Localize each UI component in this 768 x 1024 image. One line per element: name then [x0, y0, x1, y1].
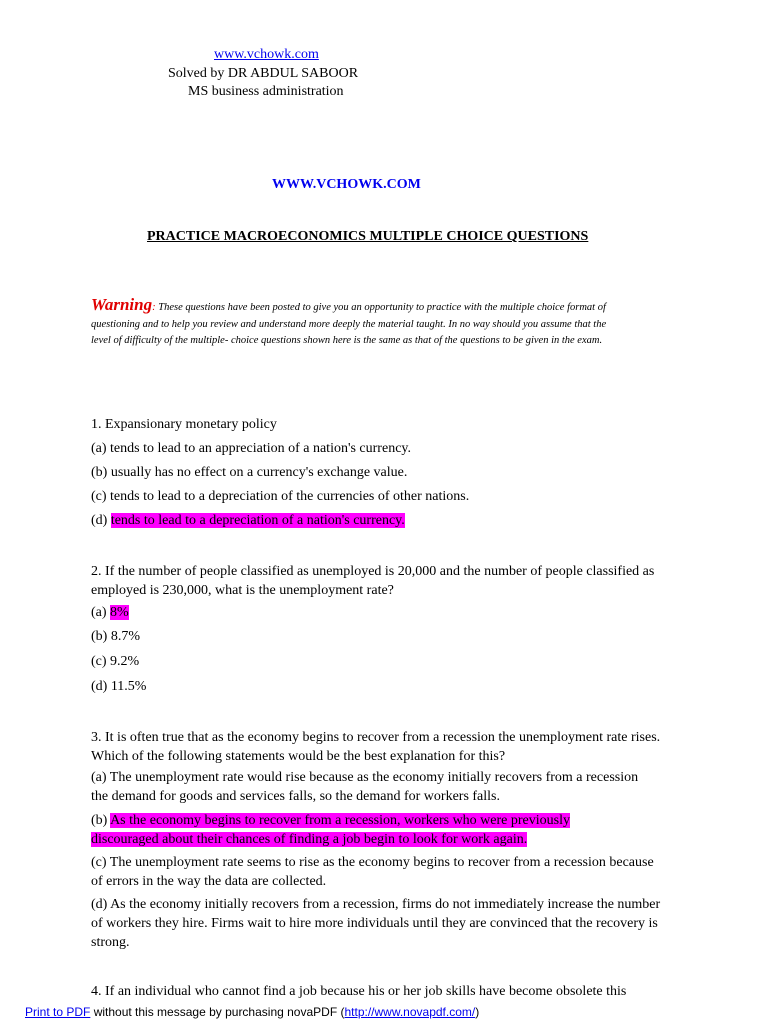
question-1-stem: 1. Expansionary monetary policy [91, 417, 277, 432]
question-3-option-a: (a) The unemployment rate would rise because as the economy initially recovers from a recession the demand for goods and services falls, so the demand for workers falls. [91, 770, 639, 804]
question-3-stem: 3. It is often true that as the economy begins to recover from a recession the unemployment rate rises. Which of the following statements would be the best explanation for this? [91, 730, 661, 764]
highlighted-answer: 8% [110, 605, 129, 620]
highlighted-answer: As the economy begins to recover from a recession, workers who were previously discouraged about their chances of finding a job begin to look for work again. [91, 813, 570, 847]
footer-message: without this message by purchasing novaPDF ( [90, 1005, 345, 1019]
novapdf-url-link[interactable]: http://www.novapdf.com/ [344, 1005, 476, 1019]
highlighted-answer: tends to lead to a depreciation of a nation's currency. [110, 513, 405, 528]
page-title: PRACTICE MACROECONOMICS MULTIPLE CHOICE QUESTIONS [147, 229, 589, 244]
header-link[interactable]: www.vchowk.com [214, 47, 319, 62]
solved-by: Solved by DR ABDUL SABOOR [168, 66, 359, 81]
question-1-option-c: (c) tends to lead to a depreciation of the currencies of other nations. [91, 489, 470, 504]
question-3-option-b: (b) As the economy begins to recover from a recession, workers who were previously discouraged about their chances of finding a job begin to look for work again. [91, 813, 570, 847]
degree: MS business administration [188, 84, 344, 99]
question-2-option-b: (b) 8.7% [91, 629, 140, 644]
question-2-stem: 2. If the number of people classified as unemployed is 20,000 and the number of people classified as employed is 230,000, what is the unemployment rate? [91, 564, 655, 598]
question-2-option-d: (d) 11.5% [91, 679, 147, 694]
footer-bar [0, 1000, 768, 1024]
question-1-option-d: (d) tends to lead to a depreciation of a nation's currency. [91, 513, 405, 528]
question-3-option-d: (d) As the economy initially recovers from a recession, firms do not immediately increase the number of workers they hire. Firms wait to hire more individuals until they are convinced that the recovery is strong. [91, 897, 661, 950]
site-heading[interactable]: WWW.VCHOWK.COM [272, 177, 421, 192]
question-1-option-a: (a) tends to lead to an appreciation of a nation's currency. [91, 441, 411, 456]
footer-close: ) [475, 1005, 480, 1019]
warning-block [91, 297, 621, 350]
warning-text: These questions have been posted to give you an opportunity to practice with the multiple choice format of questioning and to help you review and understand more deeply the material taught. In no way should you assume that the level of difficulty of the multiple- choice questions shown here is the same as that of the questions to be given in the exam. [91, 302, 607, 346]
print-to-pdf-link[interactable]: Print to PDF [25, 1005, 91, 1019]
question-2-option-c: (c) 9.2% [91, 654, 140, 669]
warning-colon: : [152, 302, 156, 313]
question-1-option-b: (b) usually has no effect on a currency's exchange value. [91, 465, 408, 480]
question-2-option-a: (a) 8% [91, 605, 129, 620]
warning-label: Warning [91, 295, 153, 314]
question-3-option-c: (c) The unemployment rate seems to rise as the economy begins to recover from a recession because of errors in the way the data are collected. [91, 855, 654, 889]
question-4-stem: 4. If an individual who cannot find a job because his or her job skills have become obsolete this [91, 984, 627, 999]
